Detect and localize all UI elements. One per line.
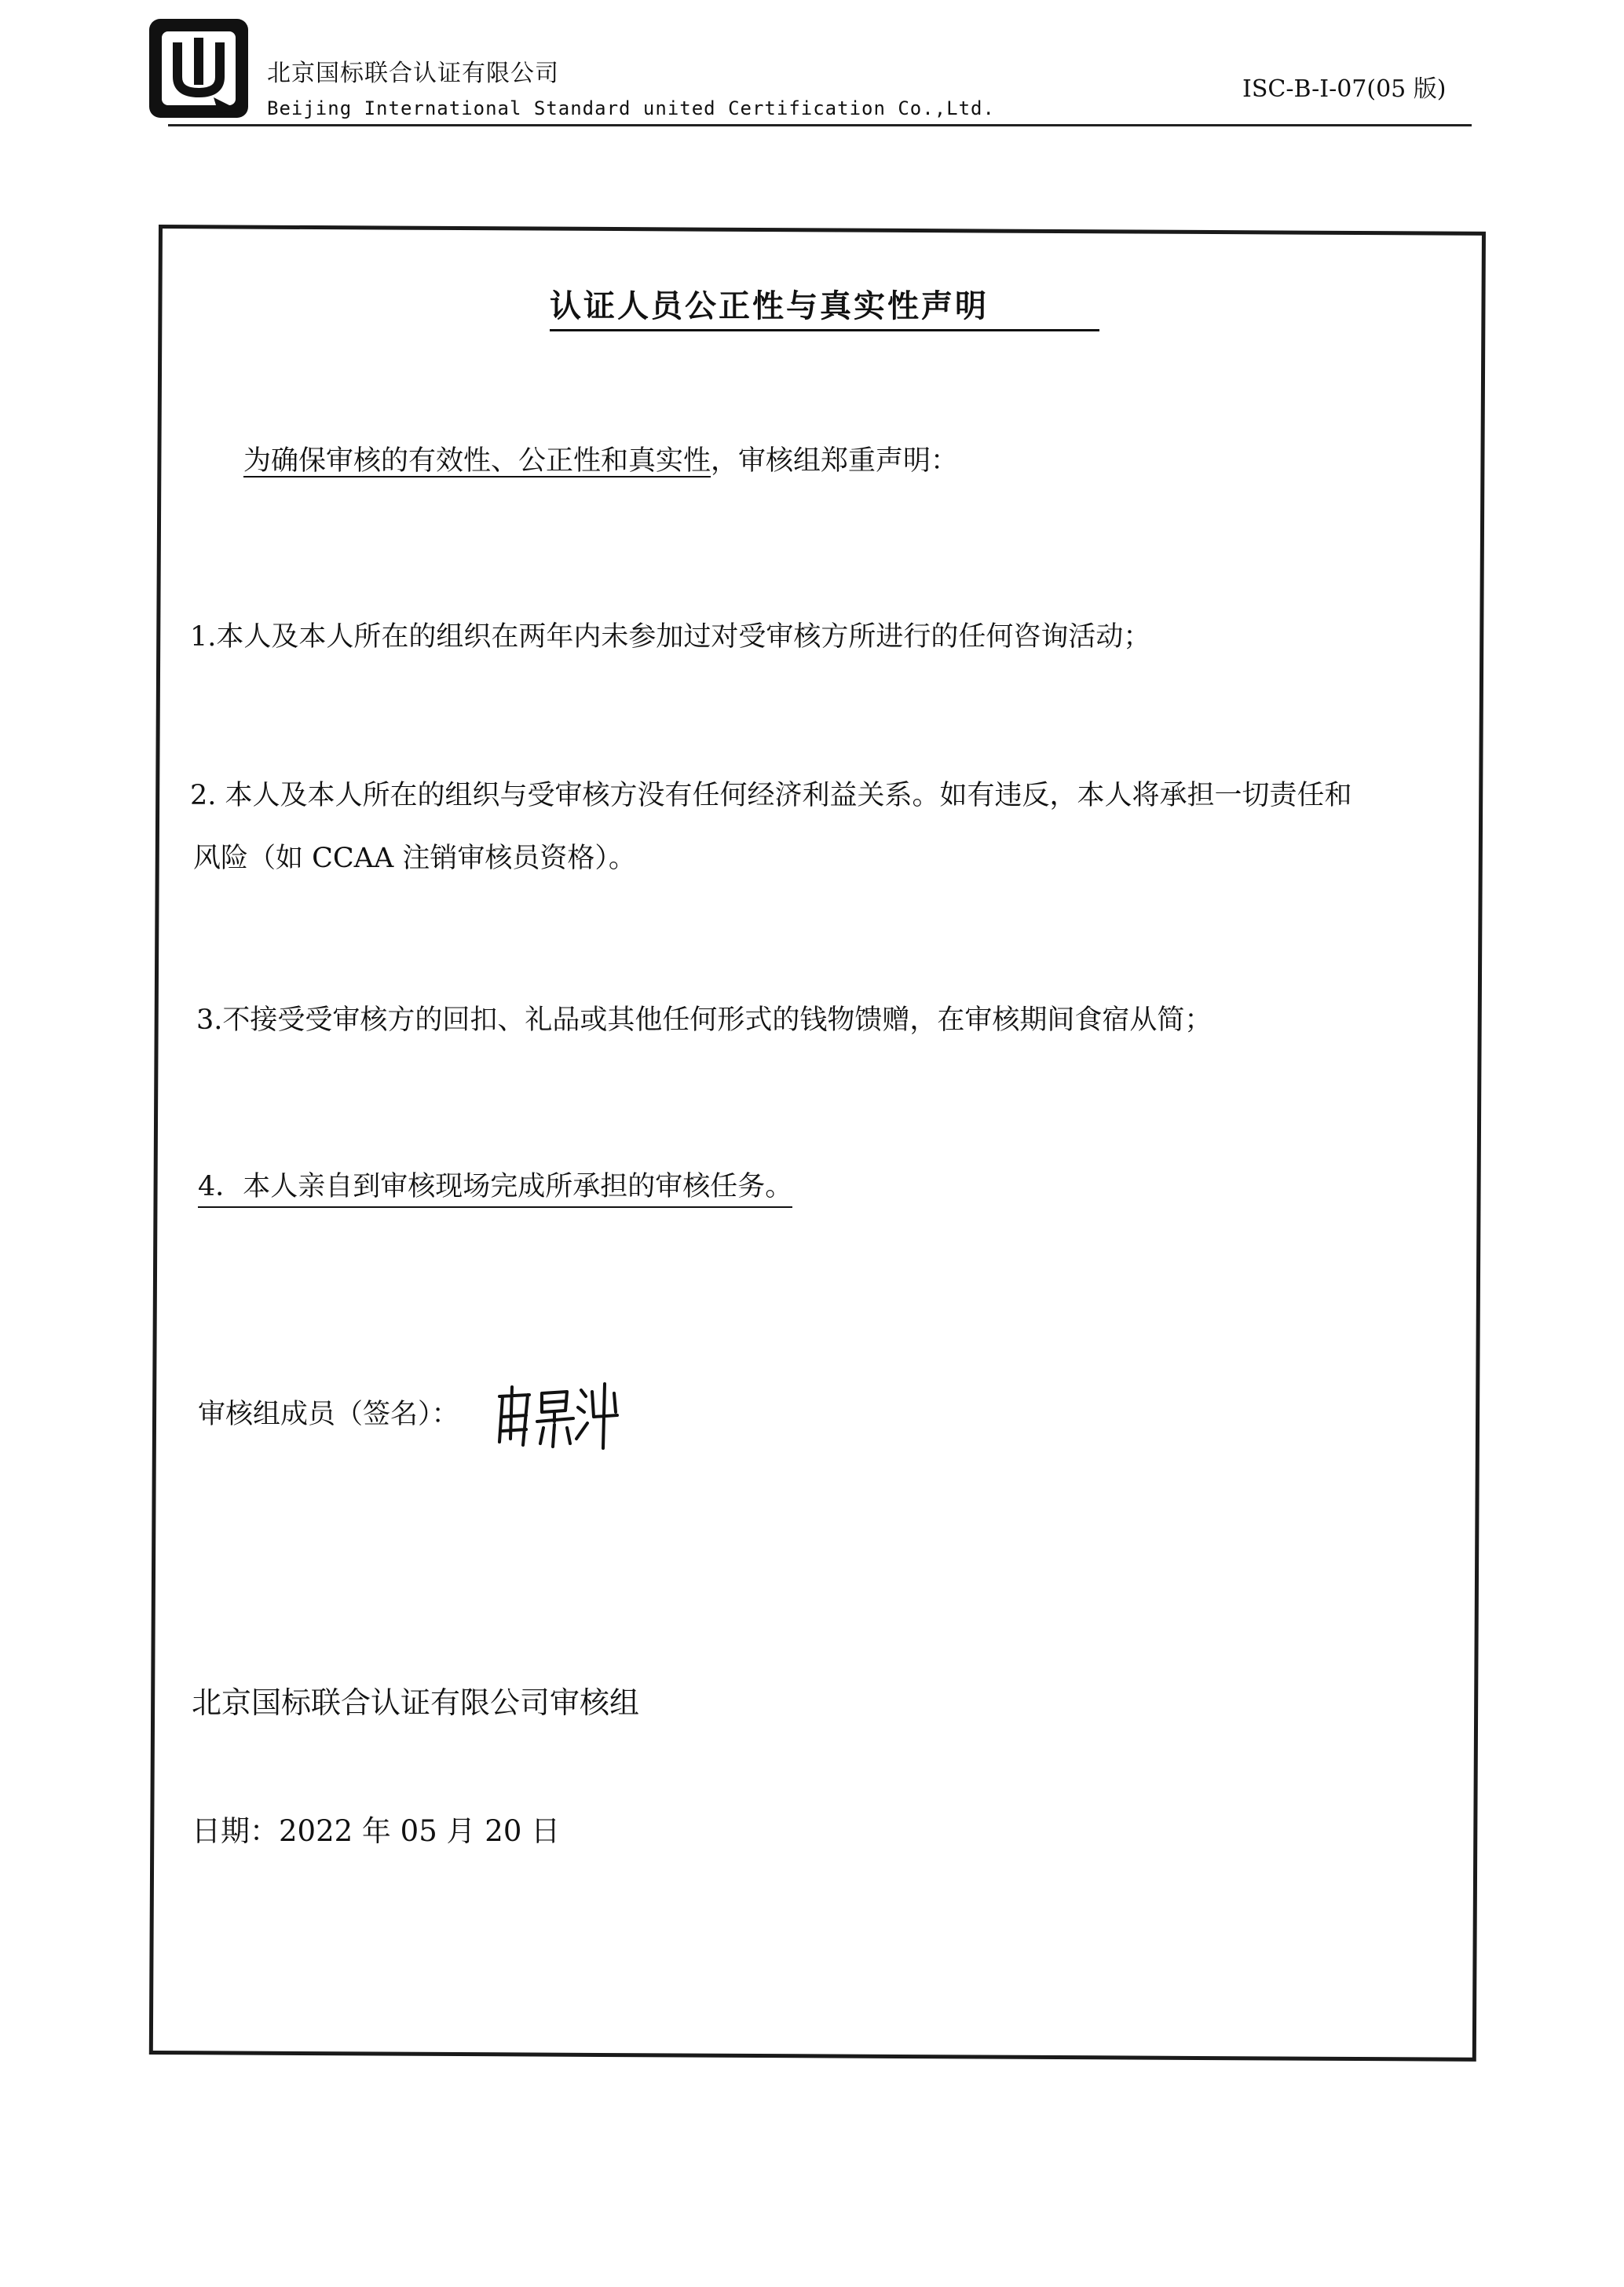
company-name-en: Beijing International Standard united Certification Co.,Ltd. [267, 97, 995, 119]
intro-rest: ，审核组郑重声明： [711, 445, 959, 477]
signature-label: 审核组成员（签名）： [198, 1399, 459, 1430]
header-divider [168, 124, 1472, 126]
declaration-item-2-line-2: 风险（如 CCAA 注销审核员资格）。 [193, 843, 636, 874]
declaration-item-4: 4．本人亲自到审核现场完成所承担的审核任务。 [198, 1170, 792, 1208]
declaration-item-3: 3.不接受受审核方的回扣、礼品或其他任何形式的钱物馈赠，在审核期间食宿从简； [196, 1004, 1213, 1036]
intro-underlined: 为确保审核的有效性、公正性和真实性 [243, 445, 711, 477]
letterhead [0, 0, 1624, 149]
handwritten-signature [492, 1373, 625, 1451]
declaration-frame [149, 225, 1486, 2062]
declaration-item-1: 1.本人及本人所在的组织在两年内未参加过对受审核方所进行的任何咨询活动； [190, 621, 1151, 653]
document-title: 认证人员公正性与真实性声明 [550, 281, 1099, 331]
intro-paragraph [243, 445, 958, 478]
declaration-item-2-line-1: 2. 本人及本人所在的组织与受审核方没有任何经济利益关系。如有违反，本人将承担一切责任和 [190, 780, 1352, 811]
company-name-cn: 北京国标联合认证有限公司 [267, 60, 559, 87]
form-code: ISC-B-I-07(05 版) [1242, 75, 1447, 103]
audit-team-organization: 北京国标联合认证有限公司审核组 [192, 1685, 640, 1720]
company-logo-icon [146, 16, 251, 121]
declaration-date: 日期：2022 年 05 月 20 日 [192, 1814, 561, 1848]
